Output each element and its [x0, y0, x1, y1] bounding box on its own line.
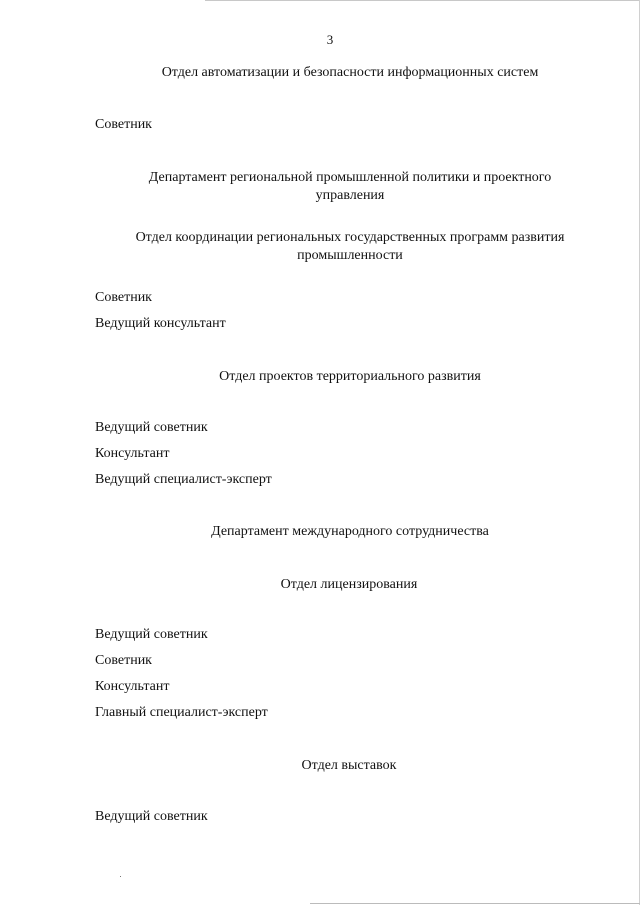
position-item: Консультант — [95, 446, 170, 461]
position-item: Советник — [95, 117, 152, 132]
department-heading — [249, 576, 449, 594]
heading-line: Отдел координации региональных государственных программ развития — [135, 230, 565, 245]
heading-line: Отдел проектов территориального развития — [219, 369, 481, 384]
position-item: Советник — [95, 653, 152, 668]
position-item: Ведущий специалист-эксперт — [95, 472, 272, 487]
heading-line: Отдел автоматизации и безопасности информационных систем — [161, 65, 539, 80]
position-item: Ведущий советник — [95, 420, 208, 435]
position-item: Советник — [95, 290, 152, 305]
scan-edge-bottom — [310, 903, 640, 904]
department-heading — [125, 169, 575, 205]
heading-line: промышленности — [297, 248, 403, 263]
department-heading — [140, 64, 560, 82]
department-heading — [249, 757, 449, 775]
position-item: Ведущий советник — [95, 809, 208, 824]
position-item: Ведущий советник — [95, 627, 208, 642]
position-item: Ведущий консультант — [95, 316, 226, 331]
heading-line: Департамент международного сотрудничества — [211, 524, 489, 539]
department-heading — [110, 229, 590, 265]
heading-line: управления — [315, 188, 385, 203]
position-item: Главный специалист-эксперт — [95, 705, 268, 720]
heading-line: Отдел лицензирования — [280, 577, 418, 592]
heading-line: Отдел выставок — [301, 758, 397, 773]
department-heading — [175, 523, 525, 541]
scan-edge-top — [205, 0, 640, 1]
page-number: 3 — [326, 32, 334, 47]
position-item: Консультант — [95, 679, 170, 694]
department-heading — [175, 368, 525, 386]
heading-line: Департамент региональной промышленной политики и проектного — [148, 170, 552, 185]
scan-speck — [120, 876, 121, 877]
